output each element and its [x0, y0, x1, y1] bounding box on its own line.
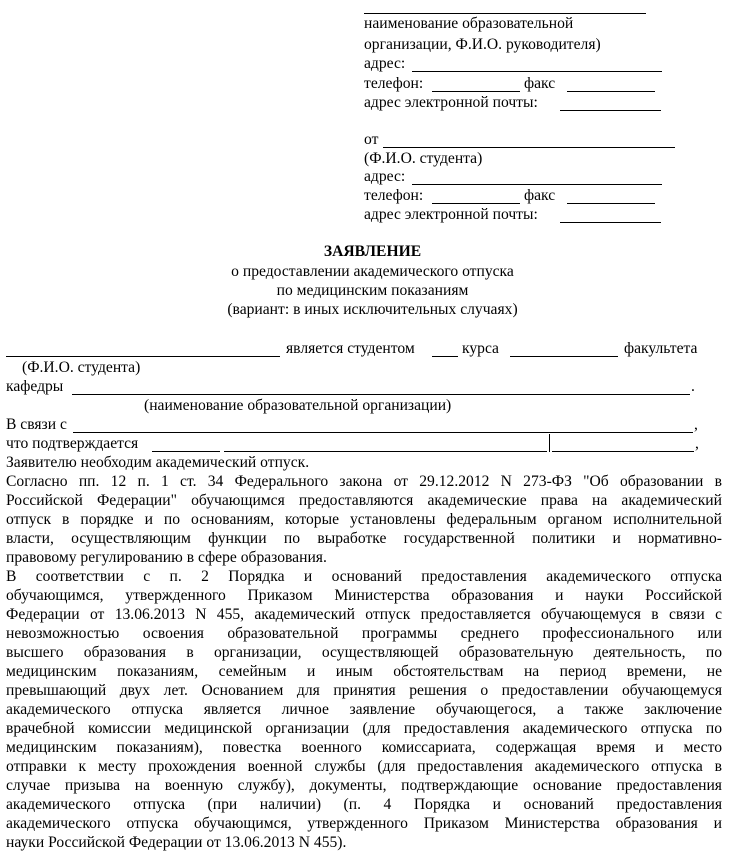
- title-subline-2: по медицинским показаниям: [276, 282, 469, 299]
- sender-fax-field: [567, 203, 655, 204]
- faculty-text: факультета: [624, 340, 698, 357]
- paragraph-2-line: Федерации от 13.06.2013 N 455, академический отпуск предоставляется обучающемуся в связи с: [6, 606, 722, 623]
- recipient-top-line: [364, 13, 646, 14]
- paragraph-2-line: медицинским показаниям), повестка военного комиссариата, содержащая время и место: [6, 739, 722, 756]
- sender-email-label: адрес электронной почты:: [364, 206, 538, 223]
- sender-phone-label: телефон:: [364, 187, 424, 204]
- course-text: курса: [462, 340, 499, 357]
- sender-caption: (Ф.И.О. студента): [364, 150, 483, 167]
- paragraph-2-line: невозможностью освоения образовательной программы среднего профессионального или: [6, 625, 722, 642]
- reason-label: В связи с: [6, 416, 67, 433]
- paragraph-1-line: Российской Федерации" обучающимся предоставляются академические права на академический: [6, 492, 722, 509]
- paragraph-2-line: случае призыва на военную службу), документы, подтверждающие основание предоставления: [6, 777, 722, 794]
- sender-fax-label: факс: [524, 187, 556, 204]
- recipient-phone-label: телефон:: [364, 75, 424, 92]
- field-separator: [549, 434, 550, 452]
- recipient-address-label: адрес:: [364, 55, 406, 72]
- reason-comma: ,: [694, 416, 698, 433]
- paragraph-2-line: обучающимся, утвержденного Приказом Министерства образования и науки Российской: [6, 587, 722, 604]
- organization-caption: (наименование образовательной организации): [144, 397, 452, 414]
- recipient-fax-label: факс: [524, 75, 556, 92]
- sender-email-field: [560, 222, 661, 223]
- paragraph-2-line: врачебной комиссии медицинской организации (для предоставления академического отпуска по: [6, 720, 722, 737]
- student-name-field: [6, 356, 280, 357]
- paragraph-2-line: академического отпуска обучающимся, утвержденного Приказом Министерства образования и: [6, 815, 722, 832]
- paragraph-1-line: Согласно пп. 12 п. 1 ст. 34 Федерального закона от 29.12.2012 N 273-ФЗ "Об образовании в: [6, 473, 722, 490]
- title-subline-3: (вариант: в иных исключительных случаях): [227, 301, 518, 318]
- confirmed-field-3: [552, 451, 694, 452]
- paragraph-2-line: медицинским показаниям, семейным и иным обстоятельствам на период времени, не: [6, 663, 722, 680]
- sender-phone-field: [432, 203, 520, 204]
- document-title: ЗАЯВЛЕНИЕ: [323, 243, 422, 260]
- recipient-address-field: [412, 71, 662, 72]
- sender-from-label: от: [364, 131, 379, 148]
- student-fio-caption: (Ф.И.О. студента): [22, 359, 141, 376]
- recipient-line-1: наименование образовательной: [364, 15, 574, 32]
- paragraph-1-line: власти, осуществляющим функции по выработке государственной политики и нормативно-: [6, 530, 722, 547]
- reason-field: [73, 432, 693, 433]
- confirmed-field-2: [224, 451, 547, 452]
- confirmed-field-1: [152, 451, 220, 452]
- faculty-field: [510, 356, 618, 357]
- sender-address-field: [412, 184, 662, 185]
- is-student-text: является студентом: [286, 340, 415, 357]
- recipient-email-field: [560, 110, 661, 111]
- needs-leave-text: Заявителю необходим академический отпуск.: [6, 454, 310, 471]
- recipient-phone-field: [432, 91, 520, 92]
- sender-name-field: [383, 147, 675, 148]
- department-label: кафедры: [6, 378, 64, 395]
- paragraph-2-line: высшего образования в организации, осуществляющей образовательную деятельность, по: [6, 644, 722, 661]
- paragraph-1-line: правовому регулированию в сфере образования.: [6, 549, 327, 566]
- paragraph-2-line: отправки к месту прохождения военной службы (для предоставления академического отпуска в: [6, 758, 722, 775]
- paragraph-1-line: отпуск в порядке и по основаниям, которые установлены федеральным органом исполнительной: [6, 511, 722, 528]
- course-field: [432, 356, 458, 357]
- recipient-email-label: адрес электронной почты:: [364, 94, 538, 111]
- paragraph-2-line: науки Российской Федерации от 13.06.2013 N 455).: [6, 834, 347, 851]
- confirmed-comma: ,: [695, 435, 699, 452]
- paragraph-2-line: В соответствии с п. 2 Порядка и оснований предоставления академического отпуска: [6, 568, 722, 585]
- paragraph-2-line: академического отпуска (при наличии) (п. 4 Порядка и оснований предоставления: [6, 796, 722, 813]
- recipient-fax-field: [567, 91, 655, 92]
- recipient-line-2: организации, Ф.И.О. руководителя): [364, 36, 601, 53]
- confirmed-label: что подтверждается: [6, 435, 139, 452]
- paragraph-2-line: превышающий двух лет. Основанием для принятия решения о предоставлении обучающемуся: [6, 682, 722, 699]
- department-period: .: [691, 378, 695, 395]
- department-field: [72, 394, 690, 395]
- sender-address-label: адрес:: [364, 168, 406, 185]
- title-subline-1: о предоставлении академического отпуска: [231, 263, 514, 280]
- paragraph-2-line: академического отпуска является личное заявление обучающегося, а также заключение: [6, 701, 722, 718]
